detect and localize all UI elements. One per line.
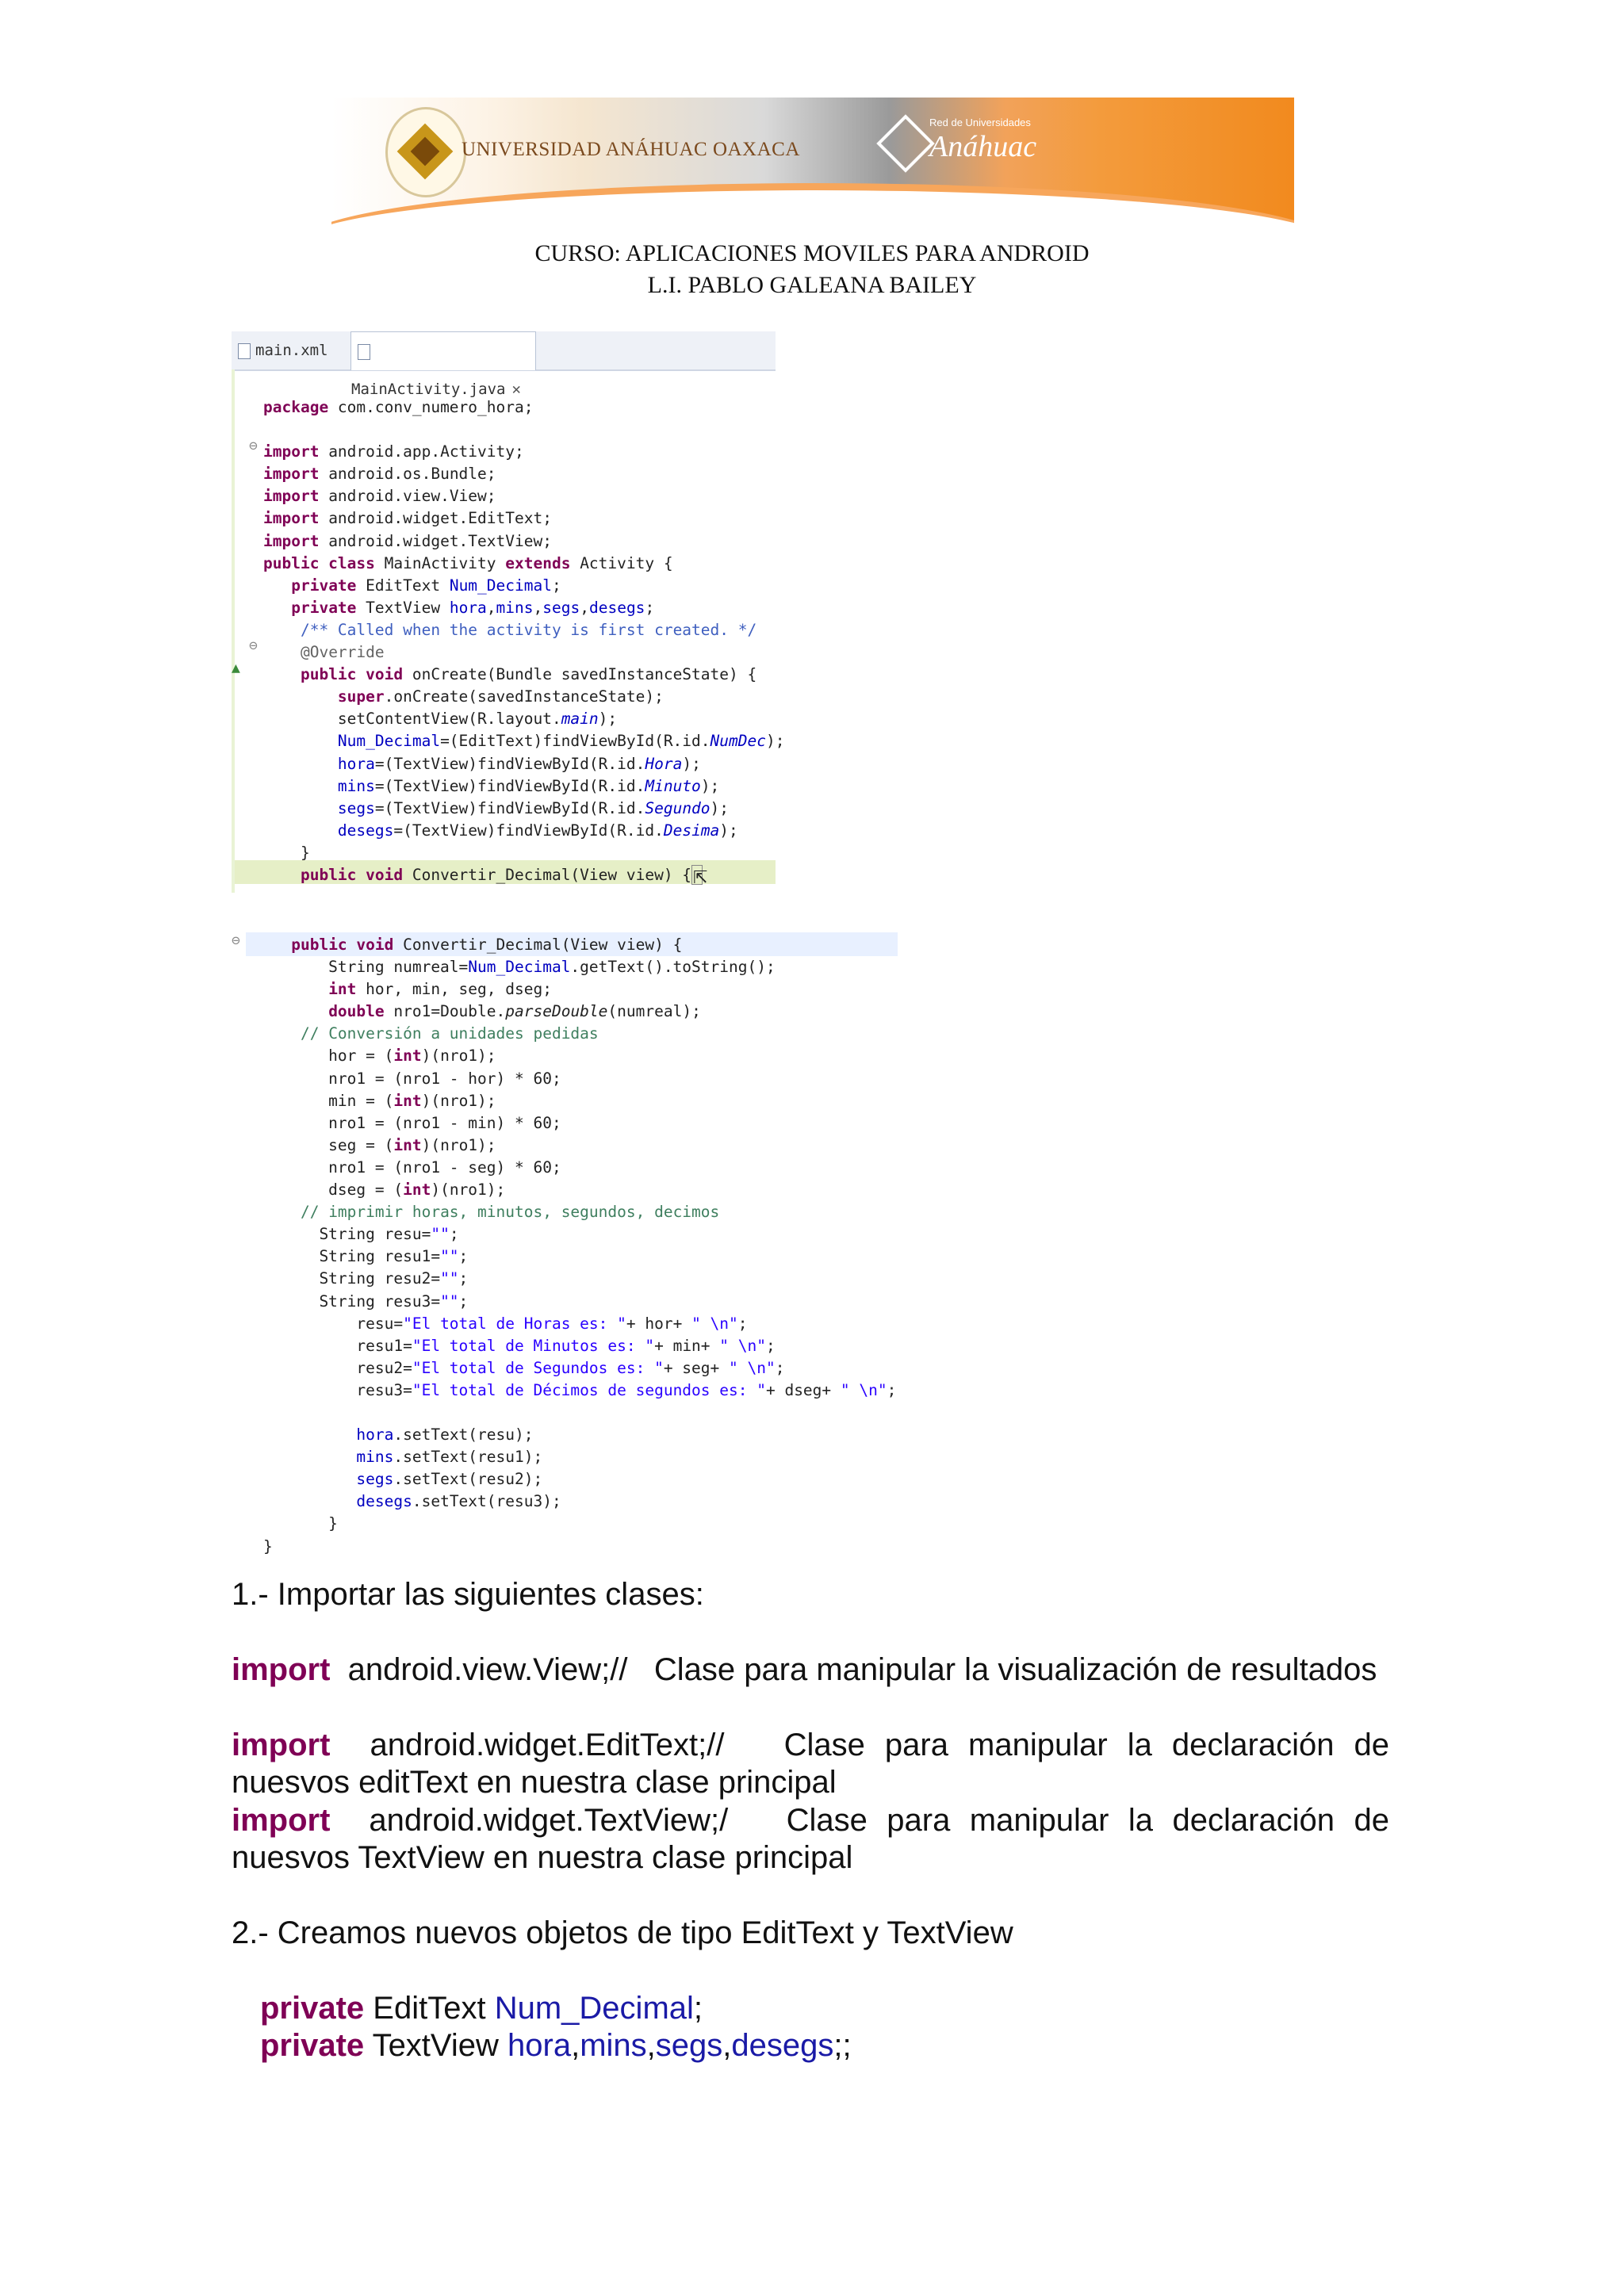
course-title: CURSO: APLICACIONES MOVILES PARA ANDROID [534, 240, 1090, 266]
private-keyword: private [260, 2028, 365, 2063]
import-textview-paragraph [232, 1802, 1389, 1877]
university-seal-icon [385, 107, 466, 197]
textview-declaration: private TextView hora,mins,segs,desegs;; [260, 2028, 852, 2063]
import-view-paragraph [232, 1651, 1389, 1689]
java-file-icon [358, 344, 370, 360]
edittext-type: EditText [373, 1991, 486, 2026]
import-keyword: import [232, 1803, 331, 1838]
editor-tab-bar [232, 331, 776, 398]
private-keyword: private [260, 1991, 365, 2026]
textview-field-hora: hora [508, 2028, 572, 2063]
override-marker-icon: ▲ [232, 660, 240, 676]
import-edittext-package: android.widget.EditText;// [370, 1728, 725, 1762]
import-view-description: Clase para manipular la visualización de resultados [653, 1652, 1377, 1687]
fold-icon[interactable]: ⊖ [249, 438, 258, 454]
university-name: UNIVERSIDAD ANÁHUAC OAXACA [462, 139, 800, 160]
network-small-text: Red de Universidades [929, 117, 1031, 128]
textview-type: TextView [372, 2028, 499, 2063]
anahuac-network-logo [885, 110, 1037, 174]
fold-icon[interactable]: ⊖ [249, 637, 258, 654]
import-textview-package: android.widget.TextView;/ [369, 1803, 729, 1838]
tab-main-activity-java[interactable]: MainActivity.java ✕ [350, 331, 536, 370]
textview-field-segs: segs [655, 2028, 723, 2063]
university-banner [331, 98, 1294, 239]
edittext-declaration: private EditText Num_Decimal; [260, 1991, 703, 2026]
import-edittext-paragraph [232, 1727, 1389, 1801]
step1-title: 1.- Importar las siguientes clases: [232, 1577, 704, 1612]
banner-swoosh [331, 183, 1294, 239]
code-screenshot-main-activity [232, 331, 785, 893]
anahuac-diamond-icon [876, 114, 935, 173]
network-name: Anáhuac [929, 130, 1037, 163]
code-screenshot-convertir-decimal [232, 926, 898, 1576]
import-keyword: import [232, 1652, 331, 1687]
import-keyword: import [232, 1728, 331, 1762]
mouse-pointer-icon: ⇱ [693, 867, 708, 887]
tab-main-xml[interactable]: main.xml [232, 331, 349, 369]
close-tab-icon[interactable]: ✕ [511, 381, 521, 398]
teacher-name: L.I. PABLO GALEANA BAILEY [647, 272, 977, 298]
step2-title: 2.- Creamos nuevos objetos de tipo EditText y TextView [232, 1915, 1013, 1950]
import-textview-description: Clase para manipular la declaración de nuesvos TextView en nuestra clase principal [232, 1803, 1389, 1875]
xml-file-icon [238, 343, 251, 359]
edittext-field: Num_Decimal [494, 1991, 694, 2026]
textview-field-mins: mins [580, 2028, 647, 2063]
code-listing-1: package com.conv_numero_hora; import android.app.Activity; import android.os.Bundle; import android.view.View; import android.widget.EditText; import android.widget.TextView; public class MainActivity extends Activity { private EditText Num_Decimal; private TextView hora,mins,segs,desegs; /** Called when the activity is first created. */ @Override public void onCreate(Bundle savedInstanceState) { super.onCreate(savedInstanceState); setContentView(R.layout.main); Num_Decimal=(EditText)findViewById(R.id.NumDec); hora=(TextView)findViewById(R.id.Hora); mins=(TextView)findViewById(R.id.Minuto); segs=(TextView)findViewById(R.id.Segundo); desegs=(TextView)findViewById(R.id.Desima); } public void Convertir_Decimal(View view) { [263, 398, 785, 884]
course-header [0, 238, 1624, 301]
code-listing-2: public void Convertir_Decimal(View view) { String numreal=Num_Decimal.getText().toString(); int hor, min, seg, dseg; double nro1=Double.parseDouble(numreal); // Conversión a unidades pedidas hor = (int)(nro1); nro1 = (nro1 - hor) * 60; min = (int)(nro1); nro1 = (nro1 - min) * 60; seg = (int)(nro1); nro1 = (nro1 - seg) * 60; dseg = (int)(nro1); // imprimir horas, minutos, segundos, decimos String resu=""; String resu1=""; String resu2=""; String resu3=""; resu="El total de Horas es: "+ hor+ " \n"; resu1="El total de Minutos es: "+ min+ " \n"; resu2="El total de Segundos es: "+ seg+ " \n"; resu3="El total de Décimos de segundos es: "+ dseg+ " \n"; hora.setText(resu); mins.setText(resu1); segs.setText(resu2); desegs.setText(resu3); } } [263, 936, 897, 1556]
fold-icon[interactable]: ⊖ [232, 932, 240, 949]
import-view-package: android.view.View;// [347, 1652, 628, 1687]
textview-field-desegs: desegs [731, 2028, 834, 2063]
import-edittext-description: Clase para manipular la declaración de nuesvos editText en nuestra clase principal [232, 1728, 1389, 1800]
